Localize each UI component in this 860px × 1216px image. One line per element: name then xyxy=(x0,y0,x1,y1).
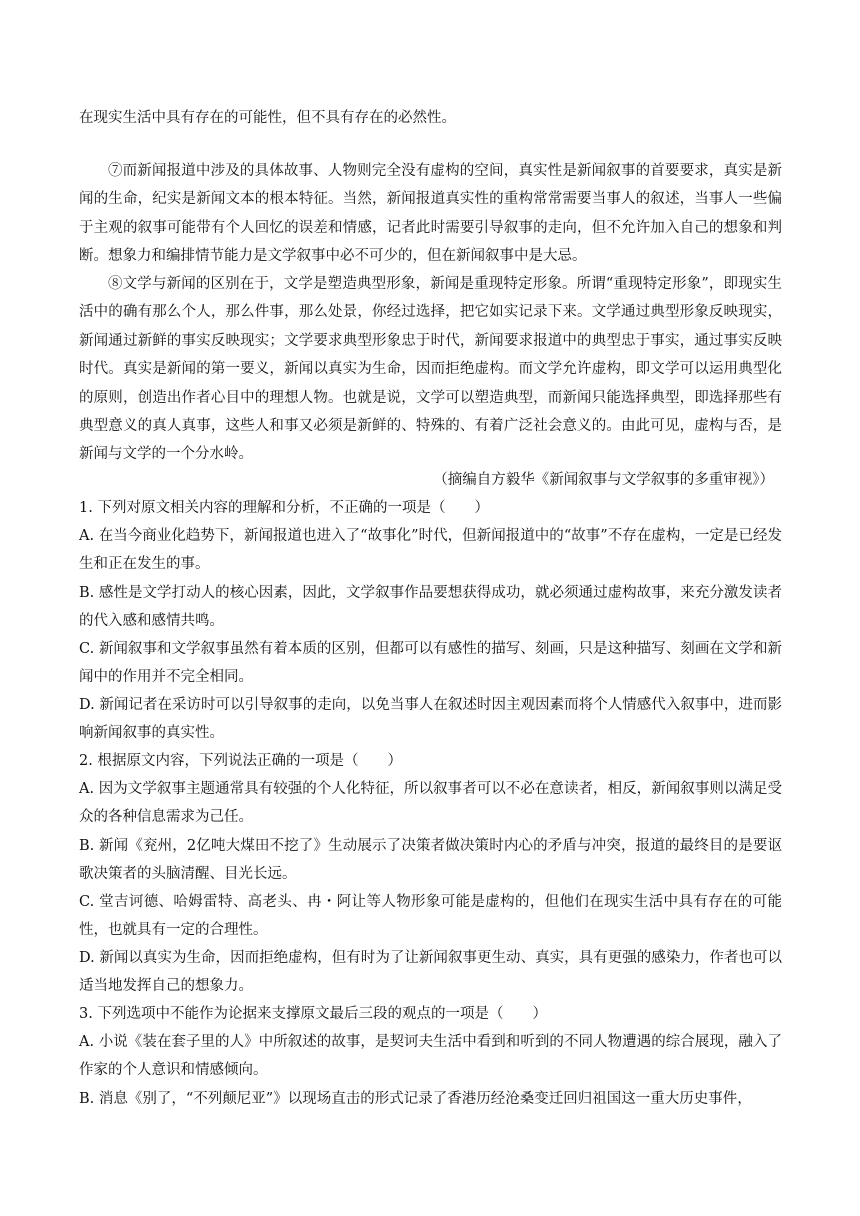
question-1-option-c: C. 新闻叙事和文学叙事虽然有着本质的区别，但都可以有感性的描写、刻画，只是这种描写、刻画在文学和新闻中的作用并不完全相同。 xyxy=(79,641,782,686)
question-2-option-a: A. 因为文学叙事主题通常具有较强的个人化特征，所以叙事者可以不必在意读者，相反，新闻叙事则以满足受众的各种信息需求为己任。 xyxy=(79,781,782,826)
paragraph-8: ⑧文学与新闻的区别在于，文学是塑造典型形象，新闻是重现特定形象。所谓“重现特定形象”，即现实生活中的确有那么个人，那么件事，那么处景，你经过选择，把它如实记录下来。文学通过典型形象反映现实，新闻通过新鲜的事实反映现实；文学要求典型形象忠于时代，新闻要求报道中的典型忠于事实，通过事实反映时代。真实是新闻的第一要义，新闻以真实为生命，因而拒绝虚构。而文学允许虚构，即文学可以运用典型化的原则，创造出作者心目中的理想人物。也就是说，文学可以塑造典型，而新闻只能选择典型，即选择那些有典型意义的真人真事，这些人和事又必须是新鲜的、特殊的、有着广泛社会意义的。由此可见，虚构与否，是新闻与文学的一个分水岭。 xyxy=(79,276,782,463)
source-citation: （摘编自方毅华《新闻叙事与文学叙事的多重审视》） xyxy=(433,472,774,488)
question-1-option-b: B. 感性是文学打动人的核心因素，因此，文学叙事作品要想获得成功，就必须通过虚构故事，来充分激发读者的代入感和感情共鸣。 xyxy=(79,585,782,630)
question-1-option-a: A. 在当今商业化趋势下，新闻报道也进入了“故事化”时代，但新闻报道中的“故事”不存在虚构，一定是已经发生和正在发生的事。 xyxy=(79,528,782,573)
passage-line-top: 在现实生活中具有存在的可能性，但不具有存在的必然性。 xyxy=(79,110,456,126)
paragraph-7: ⑦而新闻报道中涉及的具体故事、人物则完全没有虚构的空间，真实性是新闻叙事的首要要求，真实是新闻的生命，纪实是新闻文本的根本特征。当然，新闻报道真实性的重构常常需要当事人的叙述，当事人一些偏于主观的叙事可能带有个人回忆的误差和情感，记者此时需要引导叙事的走向，但不允许加入自己的想象和判断。想象力和编排情节能力是文学叙事中必不可少的，但在新闻叙事中是大忌。 xyxy=(79,163,782,265)
question-3-option-a: A. 小说《装在套子里的人》中所叙述的故事，是契诃夫生活中看到和听到的不同人物遭遇的综合展现，融入了作家的个人意识和情感倾向。 xyxy=(79,1034,782,1079)
question-2-option-c: C. 堂吉诃德、哈姆雷特、高老头、冉・阿让等人物形象可能是虚构的，但他们在现实生活中具有存在的可能性，也就具有一定的合理性。 xyxy=(79,894,782,939)
question-2-stem: 2. 根据原文内容，下列说法正确的一项是（ ） xyxy=(79,753,402,769)
question-1-stem: 1. 下列对原文相关内容的理解和分析，不正确的一项是（ ） xyxy=(79,500,489,516)
question-3-stem: 3. 下列选项中不能作为论据来支撑原文最后三段的观点的一项是（ ） xyxy=(79,1006,547,1022)
question-2-option-b: B. 新闻《兖州，2亿吨大煤田不挖了》生动展示了决策者做决策时内心的矛盾与冲突，报道的最终目的是要讴歌决策者的头脑清醒、目光长远。 xyxy=(79,838,782,883)
question-2-option-d: D. 新闻以真实为生命，因而拒绝虚构，但有时为了让新闻叙事更生动、真实，具有更强的感染力，作者也可以适当地发挥自己的想象力。 xyxy=(79,950,782,995)
question-3-option-b: B. 消息《别了，“不列颠尼亚”》以现场直击的形式记录了香港历经沧桑变迁回归祖国这一重大历史事件， xyxy=(79,1091,752,1107)
question-1-option-d: D. 新闻记者在采访时可以引导叙事的走向，以免当事人在叙述时因主观因素而将个人情感代入叙事中，进而影响新闻叙事的真实性。 xyxy=(79,697,782,742)
